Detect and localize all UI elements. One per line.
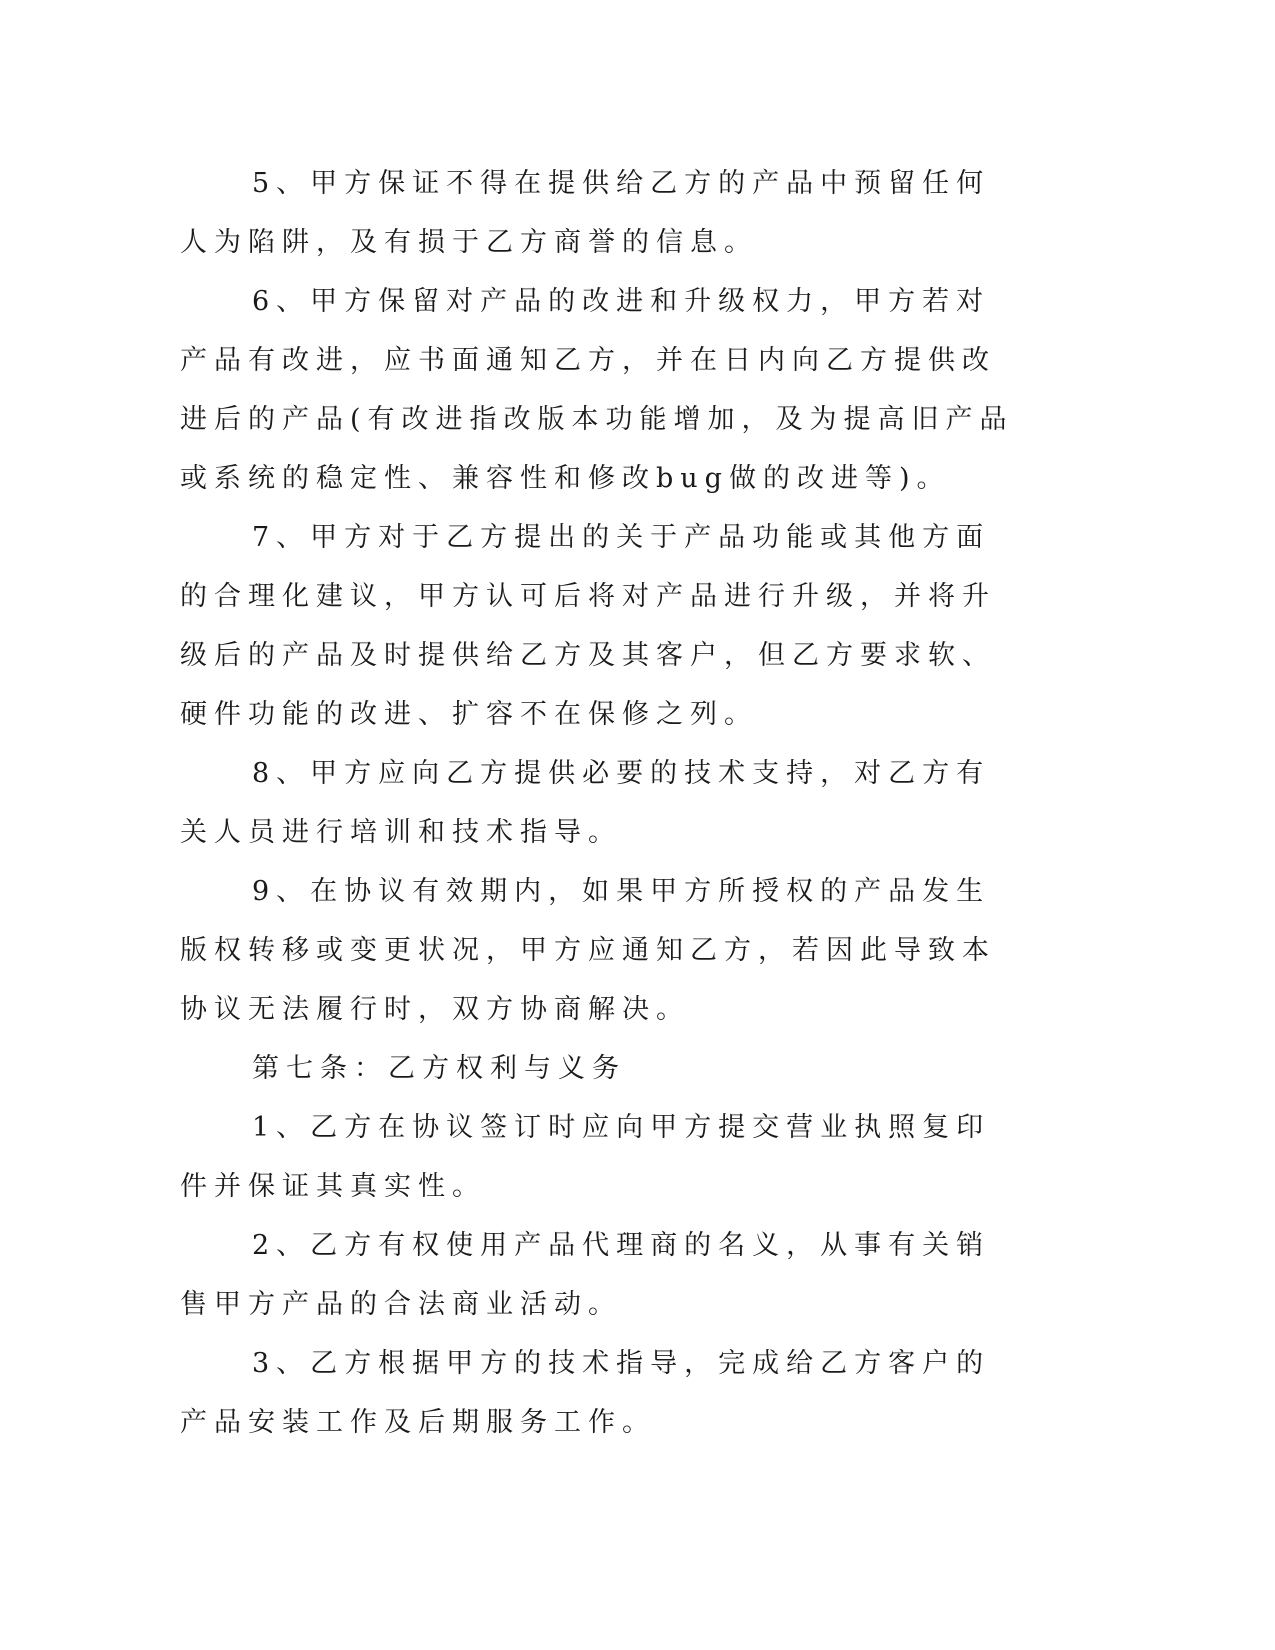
clause-7-item-3: 3、乙方根据甲方的技术指导，完成给乙方客户的产品安装工作及后期服务工作。 <box>180 1348 991 1438</box>
clause-7-heading: 第七条：乙方权利与义务 <box>252 1053 626 1084</box>
clause-6-item-9: 9、在协议有效期内，如果甲方所授权的产品发生版权转移或变更状况，甲方应通知乙方，若因此导致本协议无法履行时，双方协商解决。 <box>180 876 996 1025</box>
document-body <box>180 154 1020 1452</box>
clause-7-item-2: 2、乙方有权使用产品代理商的名义，从事有关销售甲方产品的合法商业活动。 <box>180 1230 991 1320</box>
clause-7-item-1: 1、乙方在协议签订时应向甲方提交营业执照复印件并保证其真实性。 <box>180 1112 991 1202</box>
clause-6-item-5: 5、甲方保证不得在提供给乙方的产品中预留任何人为陷阱，及有损于乙方商誉的信息。 <box>180 168 991 258</box>
clause-6-item-8: 8、甲方应向乙方提供必要的技术支持，对乙方有关人员进行培训和技术指导。 <box>180 758 991 848</box>
clause-6-item-6: 6、甲方保留对产品的改进和升级权力，甲方若对产品有改进，应书面通知乙方，并在日内向乙方提供改进后的产品(有改进指改版本功能增加，及为提高旧产品或系统的稳定性、兼容性和修改bug做的改进等)。 <box>180 286 1014 494</box>
clause-6-item-7: 7、甲方对于乙方提出的关于产品功能或其他方面的合理化建议，甲方认可后将对产品进行升级，并将升级后的产品及时提供给乙方及其客户，但乙方要求软、硬件功能的改进、扩容不在保修之列。 <box>180 522 996 730</box>
